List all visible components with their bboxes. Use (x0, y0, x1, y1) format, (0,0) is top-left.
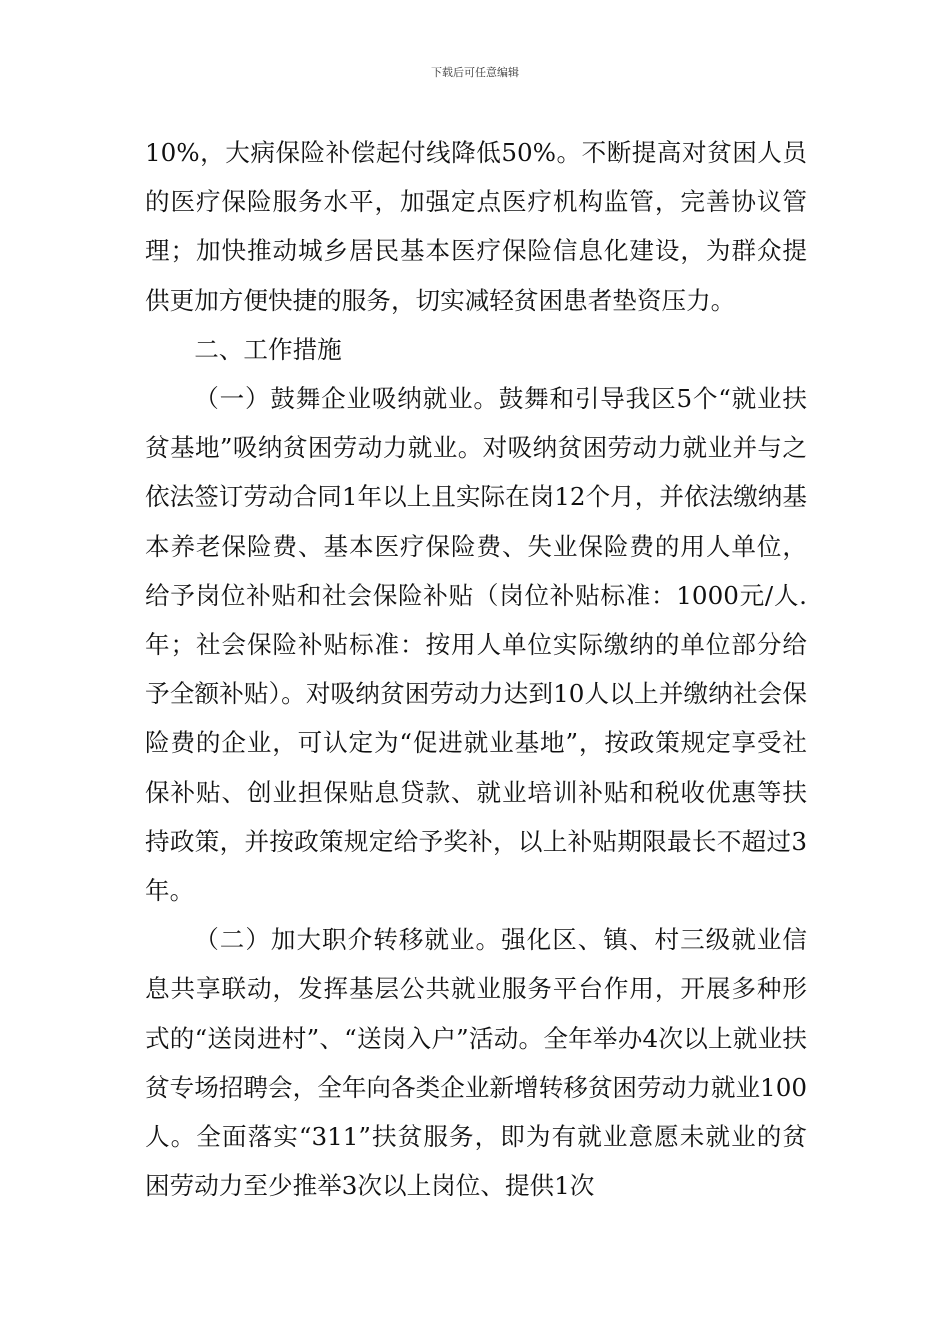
paragraph-measure-1: （一）鼓舞企业吸纳就业。鼓舞和引导我区5个“就业扶贫基地”吸纳贫困劳动力就业。对吸纳贫困劳动力就业并与之依法签订劳动合同1年以上且实际在岗12个月，并依法缴纳基本养老保险费、基本医疗保险费、失业保险费的用人单位，给予岗位补贴和社会保险补贴（岗位补贴标准：1000元/人.年；社会保险补贴标准：按用人单位实际缴纳的单位部分给予全额补贴）。对吸纳贫困劳动力达到10人以上并缴纳社会保险费的企业，可认定为“促进就业基地”，按政策规定享受社保补贴、创业担保贴息贷款、就业培训补贴和税收优惠等扶持政策，并按政策规定给予奖补，以上补贴期限最长不超过3年。 (145, 384, 807, 906)
section-heading: 二、工作措施 (194, 334, 342, 364)
paragraph-measure-2: （二）加大职介转移就业。强化区、镇、村三级就业信息共享联动，发挥基层公共就业服务平台作用，开展多种形式的“送岗进村”、“送岗入户”活动。全年举办4次以上就业扶贫专场招聘会，全年向各类企业新增转移贫困劳动力就业100人。全面落实“311”扶贫服务，即为有就业意愿未就业的贫困劳动力至少推举3次以上岗位、提供1次 (145, 925, 807, 1201)
document-body (145, 128, 807, 1210)
page-header: 下载后可任意编辑 (431, 66, 519, 79)
paragraph-continuation: 10%，大病保险补偿起付线降低50%。不断提高对贫困人员的医疗保险服务水平，加强定点医疗机构监管，完善协议管理；加快推动城乡居民基本医疗保险信息化建设，为群众提供更加方便快捷的服务，切实减轻贫困患者垫资压力。 (145, 138, 807, 315)
